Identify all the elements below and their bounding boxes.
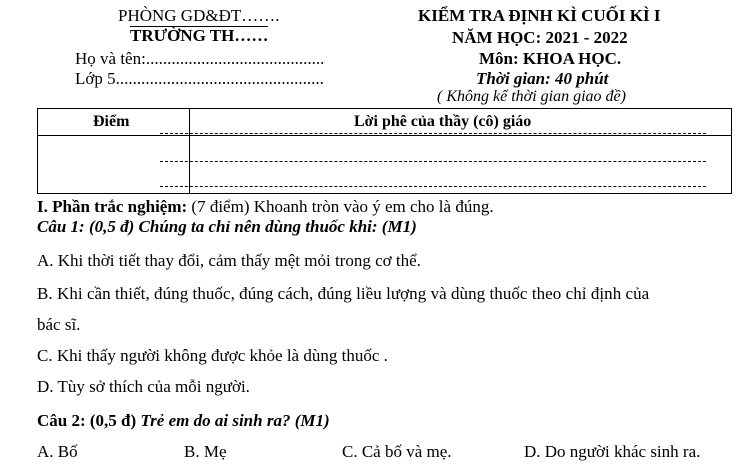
comment-column-header: Lời phê của thầy (cô) giáo: [354, 113, 532, 130]
student-name-field: Họ và tên:..........................................: [75, 49, 325, 68]
question-2-option-b: B. Mẹ: [184, 442, 227, 461]
question-1-option-b: B. Khi cần thiết, đúng thuốc, đúng cách, đúng liều lượng và dùng thuốc theo chỉ định của: [37, 284, 650, 303]
question-1-label: Câu 1: (0,5 đ): [37, 217, 135, 236]
section-1-heading: [37, 197, 494, 217]
question-2-option-a: A. Bố: [37, 442, 78, 461]
comment-line: [160, 133, 706, 134]
exam-title: KIỂM TRA ĐỊNH KÌ CUỐI KÌ I: [418, 6, 661, 25]
score-column-header: Điểm: [93, 113, 130, 130]
comment-line: [160, 161, 706, 162]
student-class-field: Lớp 5.................................................: [75, 69, 324, 88]
question-1-option-b-continued: bác sĩ.: [37, 315, 81, 334]
department-label: PHÒNG GD&ĐT…….: [118, 6, 280, 25]
subject-label: Môn: KHOA HỌC.: [479, 49, 622, 68]
score-table: [37, 108, 732, 194]
exam-time: Thời gian: 40 phút: [476, 69, 609, 88]
question-1: [37, 217, 417, 237]
table-divider: [189, 109, 190, 193]
question-2-option-c: C. Cả bố và mẹ.: [342, 442, 452, 461]
comment-line: [160, 186, 706, 187]
question-2-option-d: D. Do người khác sinh ra.: [524, 442, 701, 461]
school-year: NĂM HỌC: 2021 - 2022: [452, 28, 628, 47]
question-1-text: Chúng ta chỉ nên dùng thuốc khi: (M1): [134, 217, 417, 236]
question-2: [37, 411, 330, 431]
question-2-text: Trẻ em do ai sinh ra? (M1): [136, 411, 330, 430]
school-label: TRƯỜNG TH……: [130, 26, 269, 45]
section-1-title: I. Phần trắc nghiệm:: [37, 197, 188, 216]
question-1-option-a: A. Khi thời tiết thay đổi, cảm thấy mệt mỏi trong cơ thể.: [37, 251, 421, 270]
section-1-instruction: (7 điểm) Khoanh tròn vào ý em cho là đúng.: [187, 197, 494, 216]
question-1-option-d: D. Tùy sở thích của mỗi người.: [37, 377, 250, 396]
question-1-option-c: C. Khi thấy người không được khỏe là dùng thuốc .: [37, 346, 388, 365]
question-2-label: Câu 2: (0,5 đ): [37, 411, 137, 430]
exam-time-note: ( Không kể thời gian giao đề): [437, 88, 626, 105]
table-header-line: [38, 135, 731, 136]
